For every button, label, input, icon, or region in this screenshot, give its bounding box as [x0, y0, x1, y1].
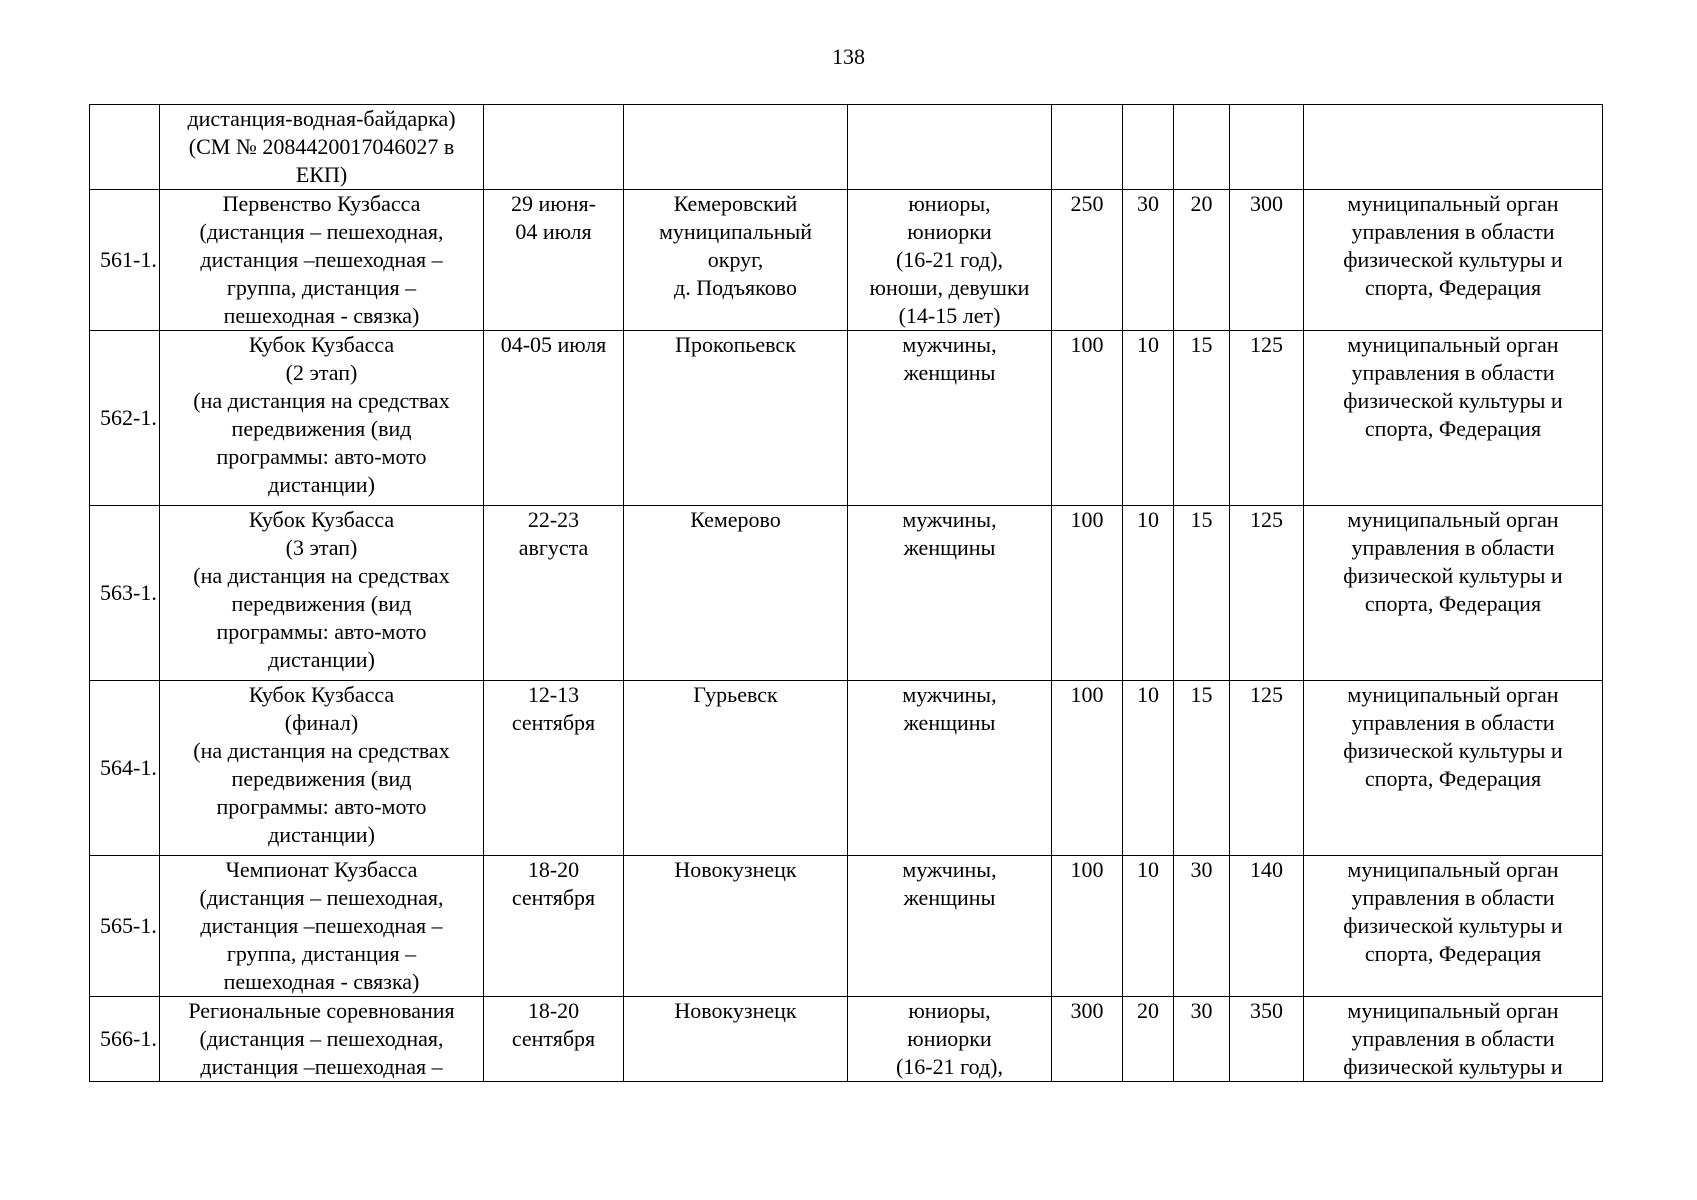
- table-row: [90, 997, 1603, 1082]
- count-2: 30: [1123, 190, 1174, 331]
- event-organizer-text: муниципальный орган управления в области физической культуры и спорта, Федерация: [1343, 507, 1563, 616]
- events-table: [89, 104, 1603, 1082]
- event-place-text: Новокузнецк: [674, 857, 797, 882]
- event-number: 565-1.: [90, 856, 160, 997]
- event-place: [624, 190, 848, 331]
- event-dates-text: 04-05 июля: [500, 332, 607, 357]
- table-row: [90, 190, 1603, 331]
- count-1: 300: [1052, 997, 1123, 1082]
- event-organizer: [1304, 105, 1603, 190]
- event-organizer-text: муниципальный орган управления в области физической культуры и спорта, Федерация: [1343, 332, 1563, 441]
- event-participants-text: мужчины, женщины: [902, 332, 997, 385]
- event-name-text: Кубок Кузбасса (3 этап) (на дистанция на средствах передвижения (вид программы: авто-мото дистанции): [193, 507, 450, 672]
- event-name-text: Региональные соревнования (дистанция – пешеходная, дистанция –пешеходная –: [188, 998, 455, 1079]
- count-2: 10: [1123, 506, 1174, 681]
- event-number: [90, 105, 160, 190]
- count-1: 100: [1052, 331, 1123, 506]
- event-participants-text: мужчины, женщины: [902, 507, 997, 560]
- count-2: 10: [1123, 856, 1174, 997]
- event-place-text: Кемерово: [690, 507, 781, 532]
- event-place-text: Новокузнецк: [674, 998, 797, 1023]
- event-organizer: [1304, 190, 1603, 331]
- event-dates-text: 18-20 сентября: [511, 857, 596, 910]
- event-place-text: Прокопьевск: [675, 332, 796, 357]
- event-participants-text: мужчины, женщины: [902, 682, 997, 735]
- event-organizer: [1304, 681, 1603, 856]
- count-1: 250: [1052, 190, 1123, 331]
- event-dates: [484, 105, 624, 190]
- count-3: 20: [1174, 190, 1230, 331]
- event-participants-text: мужчины, женщины: [902, 857, 997, 910]
- event-participants: [848, 105, 1052, 190]
- event-number: 562-1.: [90, 331, 160, 506]
- count-total: 300: [1230, 190, 1304, 331]
- event-participants-text: юниоры, юниорки (16-21 год),: [895, 998, 1003, 1079]
- count-3: 15: [1174, 506, 1230, 681]
- event-number: 564-1.: [90, 681, 160, 856]
- count-total: 125: [1230, 331, 1304, 506]
- event-organizer: [1304, 856, 1603, 997]
- count-total: 140: [1230, 856, 1304, 997]
- event-organizer-text: муниципальный орган управления в области физической культуры и спорта, Федерация: [1343, 191, 1563, 300]
- event-dates-text: 18-20 сентября: [511, 998, 596, 1051]
- count-1: 100: [1052, 681, 1123, 856]
- event-dates-text: 22-23 августа: [518, 507, 589, 560]
- event-name: [160, 997, 484, 1082]
- table-row: [90, 681, 1603, 856]
- count-2: [1123, 105, 1174, 190]
- event-dates-text: 29 июня- 04 июля: [511, 191, 596, 244]
- count-2: 20: [1123, 997, 1174, 1082]
- event-participants: [848, 506, 1052, 681]
- event-number: 566-1.: [90, 997, 160, 1082]
- event-place-text: Кемеровский муниципальный округ, д. Подъяково: [658, 191, 813, 300]
- event-name: [160, 331, 484, 506]
- event-place: [624, 105, 848, 190]
- event-organizer-text: муниципальный орган управления в области физической культуры и спорта, Федерация: [1343, 682, 1563, 791]
- event-organizer-text: муниципальный орган управления в области физической культуры и спорта, Федерация: [1343, 857, 1563, 966]
- event-name: [160, 681, 484, 856]
- count-total: 350: [1230, 997, 1304, 1082]
- table-row: [90, 331, 1603, 506]
- table-row: [90, 506, 1603, 681]
- event-name-text: Первенство Кузбасса (дистанция – пешеходная, дистанция –пешеходная – группа, дистанция – пешеходная - связка): [199, 191, 444, 328]
- count-1: 100: [1052, 506, 1123, 681]
- count-3: 30: [1174, 856, 1230, 997]
- event-participants: [848, 997, 1052, 1082]
- event-place: [624, 681, 848, 856]
- event-place: [624, 856, 848, 997]
- event-participants: [848, 681, 1052, 856]
- event-participants: [848, 331, 1052, 506]
- event-dates: [484, 506, 624, 681]
- event-organizer: [1304, 997, 1603, 1082]
- event-place: [624, 506, 848, 681]
- count-2: 10: [1123, 681, 1174, 856]
- event-dates-text: 12-13 сентября: [511, 682, 596, 735]
- page-number: 138: [832, 44, 865, 69]
- event-name: [160, 190, 484, 331]
- event-dates: [484, 856, 624, 997]
- count-1: [1052, 105, 1123, 190]
- event-dates: [484, 681, 624, 856]
- count-3: 30: [1174, 997, 1230, 1082]
- table-row: [90, 856, 1603, 997]
- event-number: 563-1.: [90, 506, 160, 681]
- event-participants: [848, 190, 1052, 331]
- event-name-text: Кубок Кузбасса (2 этап) (на дистанция на средствах передвижения (вид программы: авто-мото дистанции): [193, 332, 450, 497]
- count-total: 125: [1230, 506, 1304, 681]
- event-name-text: Чемпионат Кузбасса (дистанция – пешеходная, дистанция –пешеходная – группа, дистанция – пешеходная - связка): [199, 857, 444, 994]
- table-row: [90, 105, 1603, 190]
- event-organizer: [1304, 506, 1603, 681]
- event-number: 561-1.: [90, 190, 160, 331]
- event-name-text: Кубок Кузбасса (финал) (на дистанция на средствах передвижения (вид программы: авто-мото дистанции): [193, 682, 450, 847]
- event-organizer-text: муниципальный орган управления в области физической культуры и: [1343, 998, 1563, 1079]
- event-place: [624, 997, 848, 1082]
- count-total: 125: [1230, 681, 1304, 856]
- count-2: 10: [1123, 331, 1174, 506]
- event-place-text: Гурьевск: [693, 682, 778, 707]
- event-participants: [848, 856, 1052, 997]
- event-dates: [484, 997, 624, 1082]
- event-dates: [484, 331, 624, 506]
- count-3: [1174, 105, 1230, 190]
- event-name: [160, 105, 484, 190]
- event-place: [624, 331, 848, 506]
- count-total: [1230, 105, 1304, 190]
- event-name-text: дистанция-водная-байдарка) (СМ № 2084420017046027 в ЕКП): [187, 106, 456, 187]
- event-participants-text: юниоры, юниорки (16-21 год), юноши, девушки (14-15 лет): [869, 191, 1030, 328]
- event-name: [160, 856, 484, 997]
- count-3: 15: [1174, 331, 1230, 506]
- event-name: [160, 506, 484, 681]
- event-dates: [484, 190, 624, 331]
- event-organizer: [1304, 331, 1603, 506]
- count-1: 100: [1052, 856, 1123, 997]
- count-3: 15: [1174, 681, 1230, 856]
